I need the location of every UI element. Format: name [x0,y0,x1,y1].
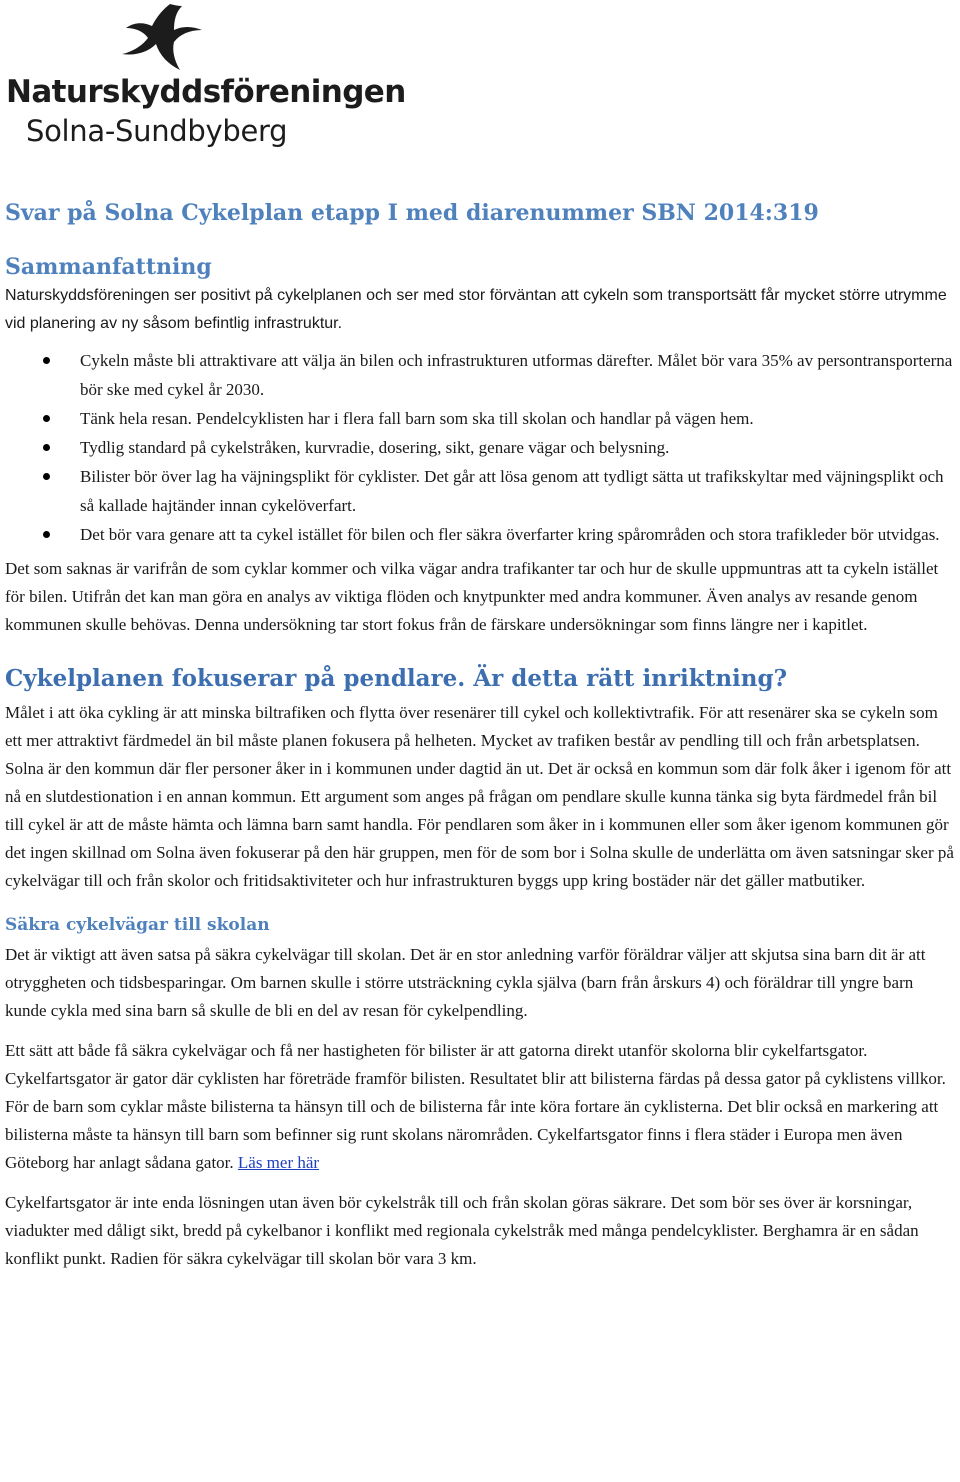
skolan-paragraph-3: Cykelfartsgator är inte enda lösningen utan även bör cykelstråk till och från skolan göras säkrare. Det som bör ses över är korsningar, viadukter med dåligt sikt, bredd på cykelbanor i konflikt med regionala cykelstråk med många pendelcyklister. Berghamra är en sådan konflikt punkt. Radien för säkra cykelvägar till skolan bör vara 3 km. [5,1193,919,1268]
org-name: Naturskyddsföreningen [6,74,406,110]
bullet-dot-icon [43,357,50,364]
read-more-link[interactable]: Läs mer här [237,1153,320,1172]
pendlare-heading: Cykelplanen fokuserar på pendlare. Är detta rätt inriktning? [5,665,788,692]
org-subtitle: Solna-Sundbyberg [26,114,288,148]
skolan-paragraph-2 [5,1037,957,1177]
list-item-text: Tänk hela resan. Pendelcyklisten har i flera fall barn som ska till skolan och handlar på vägen hem. [80,409,754,428]
list-item-text: Tydlig standard på cykelstråken, kurvradie, dosering, sikt, genare vägar och belysning. [80,438,670,457]
document-body [5,196,957,1273]
list-item [5,404,957,433]
bullet-dot-icon [43,531,50,538]
list-item [5,520,957,549]
list-item [5,346,957,404]
pendlare-paragraph: Målet i att öka cykling är att minska biltrafiken och flytta över resenärer till cykel och kollektivtrafik. För att resenärer ska se cykeln som ett mer attraktivt färdmedel än bil måste planen fokusera på helheten. Mycket av trafiken består av pendling till och från arbetsplatsen. Solna är den kommun där fler personer åker in i kommunen under dagtid än ut. Det är också en kommun som där folk åker i igenom för att nå en slutdestionation i en annan kommun. Ett argument som anges på frågan om pendlare skulle kunna tänka sig byta färdmedel från bil till cykel är att de måste hämta och lämna barn samt handla. För pendlaren som åker in i kommunen eller som åker igenom kommunen gör det ingen skillnad om Solna även fokuserar på den här gruppen, men för de som bor i Solna skulle de underlätta om även satsningar sker på cykelvägar till och från skolor och fritidsaktiviteter och hur infrastrukturen byggs upp kring bostäder när det gäller matbutiker. [5,703,954,890]
bullet-dot-icon [43,444,50,451]
skolan-paragraph-2-text: Ett sätt att både få säkra cykelvägar och få ner hastigheten för bilister är att gatorna direkt utanför skolorna blir cykelfartsgator. Cykelfartsgator är gator där cyklisten har företräde framför bilisten. Resultatet blir att bilisterna färdas på dessa gator på cyklistens villkor. För de barn som cyklar måste bilisterna ta hänsyn till och de bilisterna får inte köra fortare än cyklisterna. Det blir också en markering att bilisterna måste ta hänsyn till barn som befinner sig runt skolans närområden. Cykelfartsgator finns i flera städer i Europa men även Göteborg har anlagt sådana gator. [5,1041,946,1172]
bullet-dot-icon [43,415,50,422]
document-title: Svar på Solna Cykelplan etapp I med diarenummer SBN 2014:319 [5,200,819,226]
skolan-heading: Säkra cykelvägar till skolan [5,915,270,935]
bullet-dot-icon [43,473,50,480]
list-item [5,462,957,520]
summary-bullet-list [5,346,957,549]
org-logo [6,0,406,160]
skolan-paragraph-1: Det är viktigt att även satsa på säkra cykelvägar till skolan. Det är en stor anledning varför föräldrar väljer att skjutsa sina barn dit är att otryggheten och tidsbesparingar. Om barnen skulle i större utsträckning cykla själva (barn från årskurs 4) och föräldrar till yngre barn kunde cykla med sina barn så skulle de bli en del av resan för cykelpendling. [5,945,926,1020]
summary-closing: Det som saknas är varifrån de som cyklar kommer och vilka vägar andra trafikanter tar och hur de skulle uppmuntras att ta cykeln istället för bilen. Utifrån det kan man göra en analys av viktiga flöden och knytpunkter med andra kommuner. Även analys av resande genom kommunen skulle behövas. Denna undersökning tar stort fokus från de färskare undersökningar som finns längre ner i kapitlet. [5,559,939,634]
list-item-text: Cykeln måste bli attraktivare att välja än bilen och infrastrukturen utformas därefter. Målet bör vara 35% av persontransporterna bör ske med cykel år 2030. [80,351,953,399]
swallow-bird-icon [118,2,204,74]
list-item-text: Bilister bör över lag ha väjningsplikt för cyklister. Det går att lösa genom att tydligt sätta ut trafikskyltar med väjningsplikt och så kallade hajtänder innan cykelöverfart. [80,467,944,515]
summary-intro: Naturskyddsföreningen ser positivt på cykelplanen och ser med stor förväntan att cykeln som transportsätt får mycket större utrymme vid planering av ny såsom befintlig infrastruktur. [5,287,947,332]
list-item [5,433,957,462]
list-item-text: Det bör vara genare att ta cykel istället för bilen och fler säkra överfarter kring spårområden och stora trafikleder bör utvidgas. [80,525,940,544]
summary-heading: Sammanfattning [5,254,212,280]
